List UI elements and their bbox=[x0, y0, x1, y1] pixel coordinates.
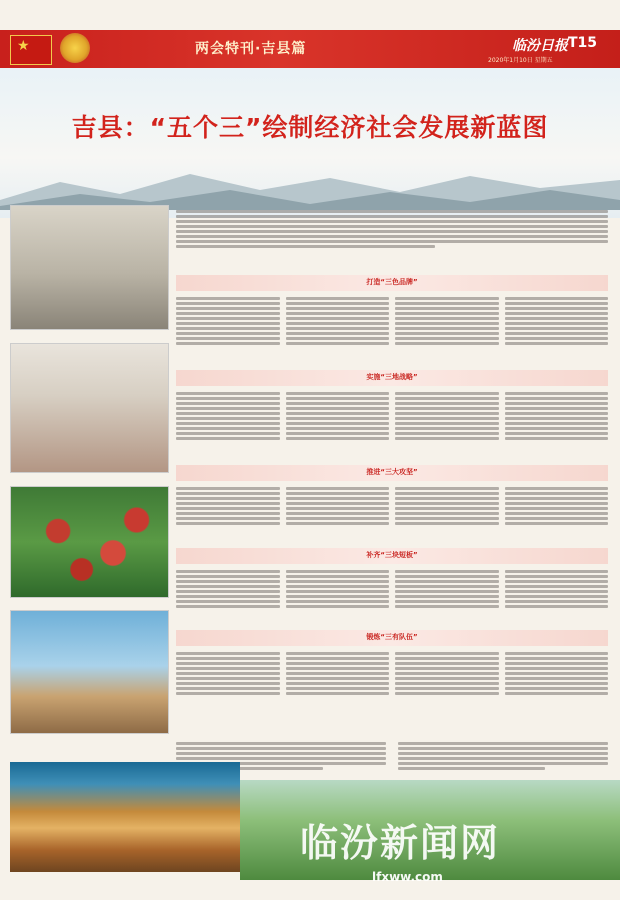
section-heading-5: 锻炼“三有队伍” bbox=[176, 630, 608, 646]
section-body-4 bbox=[176, 568, 608, 626]
mountain-illustration bbox=[0, 160, 620, 210]
closing-paragraph-right bbox=[398, 740, 608, 776]
site-watermark-url: lfxww.com bbox=[372, 870, 443, 884]
section-body-3 bbox=[176, 485, 608, 545]
section-label: 两会特刊·吉县篇 bbox=[195, 41, 307, 57]
page-title: 吉县：“五个三”绘制经济社会发展新蓝图 bbox=[71, 113, 549, 142]
section-heading-4: 补齐“三块短板” bbox=[176, 548, 608, 564]
section-body-1 bbox=[176, 295, 608, 365]
site-watermark: 临汾新闻网 bbox=[300, 821, 501, 865]
section-body-5 bbox=[176, 650, 608, 720]
photo-waterfall bbox=[10, 762, 240, 872]
flag-icon bbox=[10, 35, 52, 65]
photo-apple-blossom bbox=[10, 343, 169, 473]
header-band bbox=[0, 30, 620, 68]
section-heading-3: 推进“三大攻坚” bbox=[176, 465, 608, 481]
lead-paragraph bbox=[176, 208, 608, 268]
section-heading-2: 实施“三地战略” bbox=[176, 370, 608, 386]
photo-apples bbox=[10, 486, 169, 598]
section-heading-1: 打造“三色品牌” bbox=[176, 275, 608, 291]
photo-pavilion bbox=[10, 610, 169, 734]
page-number: T15 bbox=[568, 35, 598, 51]
photo-officials bbox=[10, 205, 169, 330]
issue-date: 2020年1月10日 星期五 bbox=[488, 57, 553, 64]
paper-name: 临汾日报 bbox=[512, 38, 568, 54]
section-body-2 bbox=[176, 390, 608, 460]
page-footer bbox=[0, 884, 620, 900]
emblem-icon bbox=[60, 33, 90, 63]
